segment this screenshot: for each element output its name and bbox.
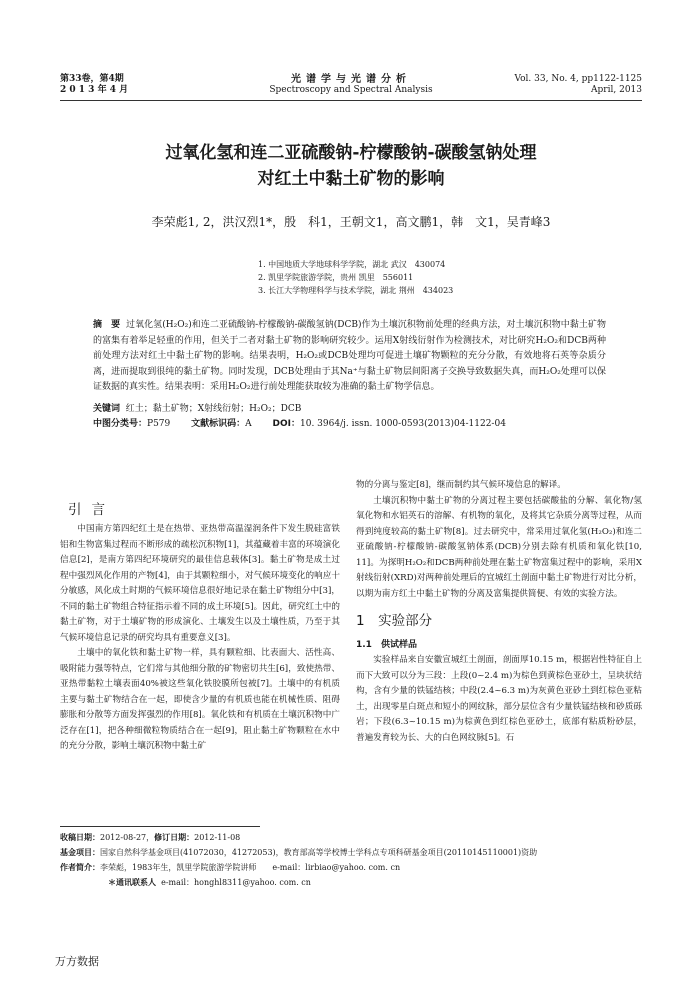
corr-text: e-mail：honghl8311@yahoo. com. cn: [161, 878, 311, 887]
intro-heading: 引言: [68, 502, 115, 518]
affiliation-3: 3. 长江大学物理科学与技术学院，湖北 荆州 434023: [258, 286, 454, 295]
volume-en: Vol. 33, No. 4, pp1122-1125: [514, 74, 642, 84]
section-1-heading: 1 实验部分: [356, 613, 433, 629]
abstract-label: 摘 要: [93, 320, 121, 330]
paper-title: [60, 140, 642, 192]
title-line-1: 过氧化氢和连二亚硫酸钠-柠檬酸钠-碳酸氢钠处理: [165, 143, 537, 163]
journal-name-en: Spectroscopy and Spectral Analysis: [269, 85, 433, 95]
cls-label: 中图分类号：: [93, 419, 148, 429]
volume-cn: 第33卷，第4期: [60, 74, 124, 84]
running-header: [60, 74, 642, 100]
affiliation-1: 1. 中国地质大学地球科学学院，湖北 武汉 430074: [258, 260, 446, 269]
intro-paragraph-3: 土壤沉积物中黏土矿物的分离过程主要包括碳酸盐的分解、氧化物/氢氧化物和水铝英石的溶解、有机物的氧化，及将其它杂质分离等过程，从而得到纯度较高的黏土矿物[8]。过去研究中，常采用过氧化氢(H₂O₂)和连二亚硫酸钠-柠檬酸钠-碳酸氢钠体系(DCB)分别去除有机质和氧化铁[10, 11]。为探明H₂O₂和DCB两种前处理在黏土矿物富集过程中的影响，采用X射线衍射(XRD)对两种前处理后的宜城红土剖面中黏土矿物进行对比分析，以期为南方红土中黏土矿物的分离及富集提供简便、有效的实验方法。: [356, 495, 642, 599]
cls-value: P579: [147, 419, 171, 429]
keywords-label: 关键词: [93, 404, 121, 414]
header-center: [260, 74, 442, 96]
header-rule: [60, 100, 642, 101]
abstract-text: 过氧化氢(H₂O₂)和连二亚硫酸钠-柠檬酸钠-碳酸氢钠(DCB)作为土壤沉积物前处理的经典方法，对土壤沉积物中黏土矿物的富集有着举足轻重的作用，但关于二者对黏土矿物的影响研究较少。运用X射线衍射作为检测技术，对比研究H₂O₂和DCB两种前处理方法对红土中黏土矿物的影响。结果表明，H₂O₂或DCB处理均可促进土壤矿物颗粒的充分分散，有效地将石英等杂质分离，进而提取到很纯的黏土矿物。同时发现，DCB处理由于其Na⁺与黏土矿物层间阳离子交换导致数据失真，而H₂O₂处理可以保证数据的真实性。结果表明：采用H₂O₂进行前处理能获取较为准确的黏土矿物学信息。: [93, 320, 606, 392]
footnote-rule: [60, 826, 260, 827]
doc-label: 文献标识码：: [191, 419, 246, 429]
header-right: [514, 74, 642, 96]
title-line-2: 对红土中黏土矿物的影响: [257, 169, 445, 189]
affiliations: [258, 258, 453, 297]
affiliation-2: 2. 凯里学院旅游学院，贵州 凯里 556011: [258, 273, 414, 282]
abstract: [93, 318, 606, 396]
author-list: 李荣彪1, 2，洪汉烈1*，殷 科1，王朝文1，高文鹏1，韩 文1，吴青峰3: [151, 215, 551, 229]
intro-paragraph-2: 土壤中的氧化铁和黏土矿物一样，具有颗粒细、比表面大、活性高、吸附能力强等特点，它们常与其他细分散的矿物密切共生[6]，致使热带、亚热带黏粒土壤表面40%被这些氧化铁胶膜所包被[7]。土壤中的有机质主要与黏土矿物结合在一起，即使含少量的有机质也能在机械性质、阻碍膨胀和分散等方面发挥强烈的作用[8]。氧化铁和有机质在土壤沉积物中广泛存在[1]，把各种细微粒物质结合在一起[9]，阻止黏土矿物颗粒在水中的充分分散，影响土壤沉积物中黏土矿: [60, 648, 340, 751]
section-1-paragraph: 实验样品来自安徽宣城红土剖面，剖面厚10.15 m，根据岩性特征自上而下大致可以分为三段：上段(0~2.4 m)为棕色到黄棕色亚砂土，呈块状结构，含有少量的铁锰结核；中段(2.4~6.3 m)为灰黄色亚砂土到红棕色亚粘土，出现零星白斑点和短小的网纹脉，部分层位含有少量铁锰结核和砂质砾岩；下段(6.3~10.15 m)为棕黄色到红棕色亚砂土，底部有粘质粉砂层，普遍发育较为长、大的白色网纹脉[5]。石: [356, 655, 642, 743]
intro-paragraph-1: 中国南方第四纪红土是在热带、亚热带高温湿润条件下发生脱硅富铁铝和生物富集过程而不断形成的疏松沉积物[1]，其蕴藏着丰富的环境演化信息[2]，是南方第四纪环境研究的最佳信息载体[3]。黏土矿物是成土过程中强烈风化作用的产物[4]，由于其颗粒细小，对气候环境变化的响应十分敏感，风化成土时期的气候环境信息很好地记录在黏土矿物组分中[3]，不同的黏土矿物组合特征指示着不同的成土环境[5]。因此，研究红土中的黏土矿物，对于土壤矿物的形成演化、土壤发生以及土壤性质，乃至于其气候环境信息记录的研究均具有重要意义[3]。: [60, 524, 340, 643]
date-en: April, 2013: [591, 85, 642, 95]
header-left: [60, 74, 128, 96]
keywords-block: [93, 402, 606, 432]
doi-value: 10. 3964/j. issn. 1000-0593(2013)04-1122-04: [300, 419, 506, 429]
fund-label: 基金项目：: [60, 848, 100, 857]
revised-label: 修订日期：: [154, 833, 195, 842]
fund-text: 国家自然科学基金项目(41072030，41272053)，教育部高等学校博士学科点专项科研基金项目(20110145110001)资助: [100, 848, 538, 857]
left-column: [60, 478, 340, 755]
subsection-1-1-heading: 1.1 供试样品: [356, 639, 417, 650]
footnotes: [60, 830, 642, 890]
keywords-text: 红土；黏土矿物；X射线衍射；H₂O₂；DCB: [125, 404, 302, 414]
doi-label: DOI：: [272, 419, 300, 429]
journal-name-cn: 光谱学与光谱分析: [291, 74, 411, 85]
received-date: 2012-08-27，: [100, 833, 155, 842]
date-cn: 2 0 1 3 年 4 月: [60, 85, 129, 95]
corr-label: ＊通讯联系人: [108, 878, 156, 887]
watermark-text: 万方数据: [55, 955, 99, 968]
right-column: [356, 478, 642, 746]
received-label: 收稿日期：: [60, 833, 100, 842]
revised-date: 2012-11-08: [194, 833, 241, 842]
bio-label: 作者简介：: [60, 863, 100, 872]
doc-value: A: [245, 419, 252, 429]
bio-text: 李荣彪，1983年生，凯里学院旅游学院讲师 e-mail：lirbiao@yahoo. com. cn: [100, 863, 401, 872]
intro-paragraph-2-cont: 物的分离与鉴定[8]，继而制约其气候环境信息的解译。: [356, 480, 566, 490]
